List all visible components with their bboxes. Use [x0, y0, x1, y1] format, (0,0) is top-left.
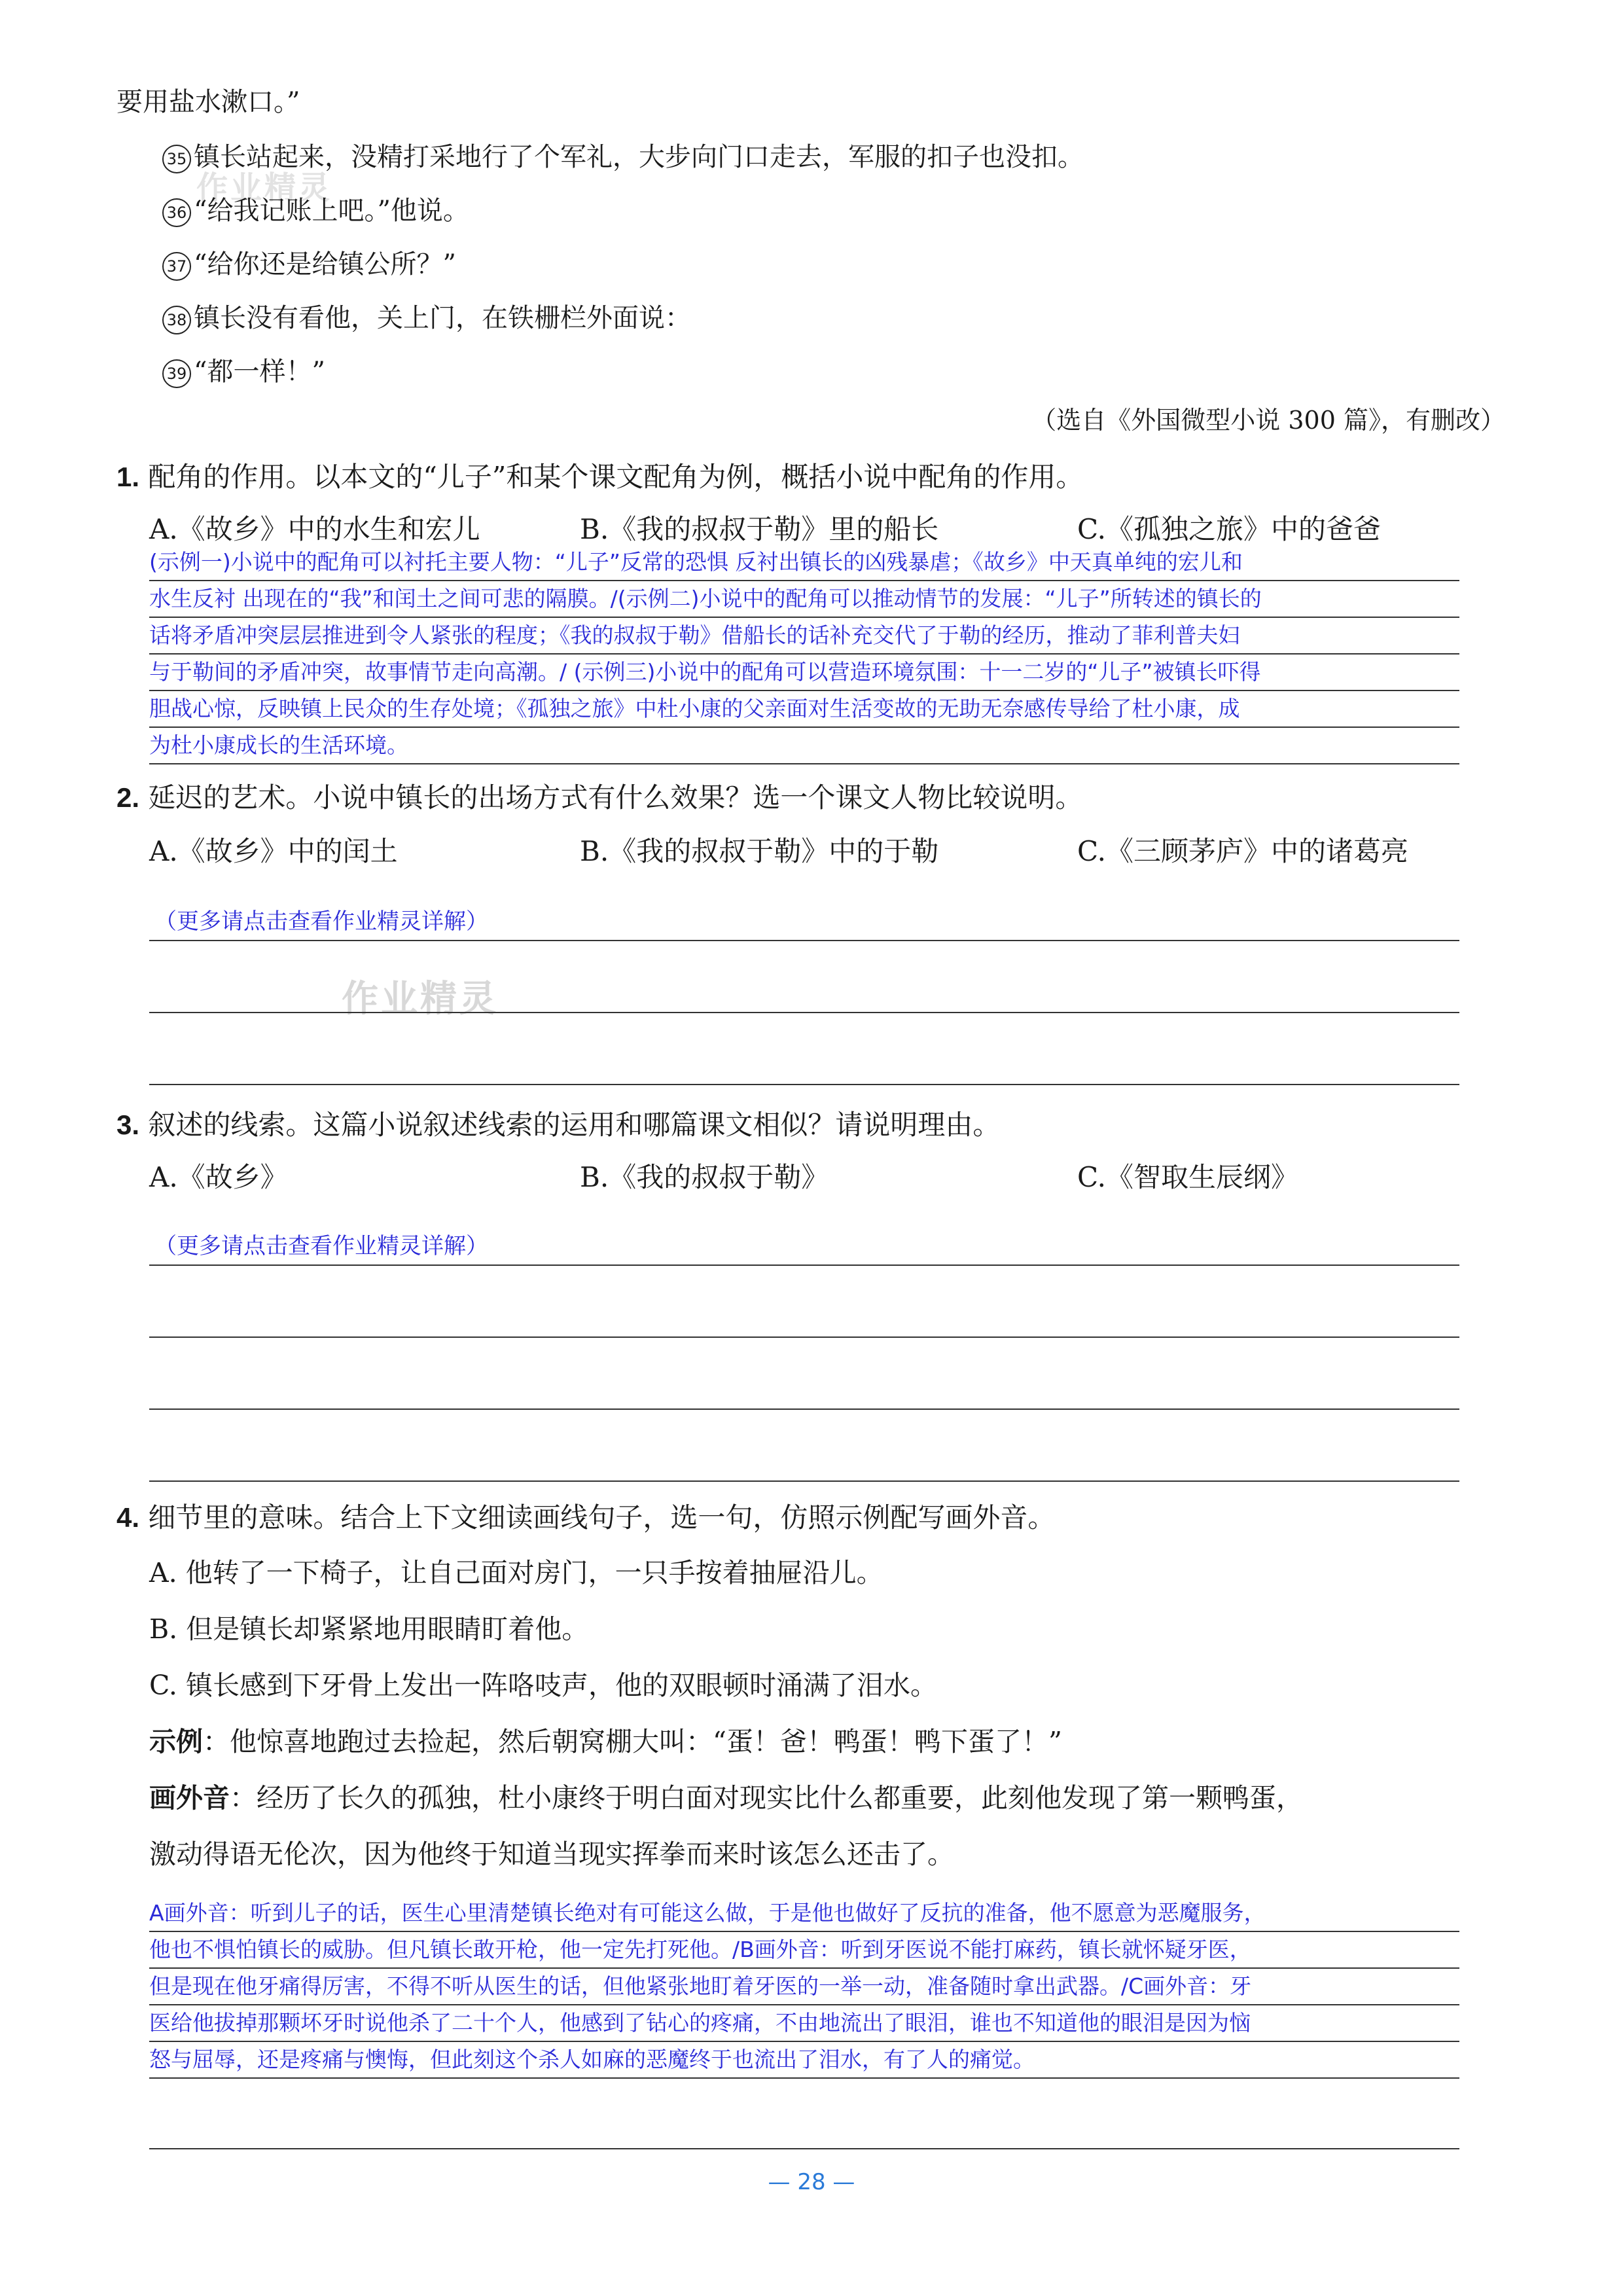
answer-rule	[149, 1408, 1459, 1410]
q1-option-b: B.《我的叔叔于勒》里的船长	[580, 513, 939, 545]
answer-line: 他也不惧怕镇长的威胁。但凡镇长敢开枪，他一定先打死他。/B画外音：听到牙医说不能打麻药，镇长就怀疑牙医，	[149, 1932, 1459, 1969]
answer-line: 为杜小康成长的生活环境。	[149, 728, 1459, 764]
watermark: 作业精灵	[196, 170, 333, 206]
q4-answer	[149, 1895, 1459, 2079]
q3-option-a: A.《故乡》	[149, 1161, 288, 1193]
answer-line: 但是现在他牙痛得厉害，不得不听从医生的话，但他紧张地盯着牙医的一举一动，准备随时拿出武器。/C画外音：牙	[149, 1969, 1459, 2005]
q1-answer	[149, 545, 1459, 764]
q4-option-a: A. 他转了一下椅子，让自己面对房门，一只手按着抽屉沿儿。	[149, 1557, 883, 1588]
q2-option-b: B.《我的叔叔于勒》中的于勒	[580, 835, 939, 867]
q2-option-a: A.《故乡》中的闰土	[149, 835, 398, 867]
q3-option-b: B.《我的叔叔于勒》	[580, 1161, 829, 1193]
q3-more-link[interactable]: （更多请点击查看作业精灵详解）	[154, 1233, 488, 1259]
story-paragraph-39: 39 “都一样！”	[162, 353, 325, 390]
story-paragraph-38: 38 镇长没有看他，关上门，在铁栅栏外面说：	[162, 300, 691, 336]
watermark: 作业精灵	[342, 978, 499, 1020]
answer-rule	[149, 1084, 1459, 1085]
answer-line: 水生反衬 出现在的“我”和闰土之间可悲的隔膜。/(示例二)小说中的配角可以推动情节的发展：“儿子”所转述的镇长的	[149, 581, 1459, 618]
answer-rule	[149, 1265, 1459, 1266]
question-3: 3. 叙述的线索。这篇小说叙述线索的运用和哪篇课文相似？请说明理由。	[116, 1109, 1001, 1141]
q3-option-c: C.《智取生辰纲》	[1077, 1161, 1298, 1193]
q4-voiceover-cont: 激动得语无伦次，因为他终于知道当现实挥拳而来时该怎么还击了。	[149, 1839, 954, 1870]
q1-option-c: C.《孤独之旅》中的爸爸	[1077, 513, 1381, 545]
answer-line: 话将矛盾冲突层层推进到令人紧张的程度；《我的叔叔于勒》借船长的话补充交代了于勒的经历，推动了菲利普夫妇	[149, 618, 1459, 655]
answer-line: 医给他拔掉那颗坏牙时说他杀了二十个人，他感到了钻心的疼痛，不由地流出了眼泪，谁也不知道他的眼泪是因为恼	[149, 2005, 1459, 2042]
answer-line: (示例一)小说中的配角可以衬托主要人物：“儿子”反常的恐惧 反衬出镇长的凶残暴虐；《故乡》中天真单纯的宏儿和	[149, 545, 1459, 581]
q4-example: 示例：他惊喜地跑过去捡起，然后朝窝棚大叫：“蛋！爸！鸭蛋！鸭下蛋了！”	[149, 1726, 1062, 1757]
source-citation: （选自《外国微型小说 300 篇》，有删改）	[1031, 406, 1505, 435]
answer-rule	[149, 2148, 1459, 2149]
answer-rule	[149, 940, 1459, 941]
answer-line: 怒与屈辱，还是疼痛与懊悔，但此刻这个杀人如麻的恶魔终于也流出了泪水，有了人的痛觉。	[149, 2042, 1459, 2079]
q4-voiceover: 画外音：经历了长久的孤独，杜小康终于明白面对现实比什么都重要，此刻他发现了第一颗鸭蛋，	[149, 1782, 1303, 1814]
answer-line: A画外音：听到儿子的话，医生心里清楚镇长绝对有可能这么做，于是他也做好了反抗的准备，他不愿意为恶魔服务，	[149, 1895, 1459, 1932]
q1-option-a: A.《故乡》中的水生和宏儿	[149, 513, 480, 545]
story-paragraph-35: 35 镇长站起来，没精打采地行了个军礼，大步向门口走去，军服的扣子也没扣。	[162, 139, 1084, 175]
story-paragraph-37: 37 “给你还是给镇公所？”	[162, 246, 456, 283]
q4-option-b: B. 但是镇长却紧紧地用眼睛盯着他。	[149, 1613, 589, 1645]
answer-line: 胆战心惊，反映镇上民众的生存处境；《孤独之旅》中杜小康的父亲面对生活变故的无助无奈感传导给了杜小康，成	[149, 691, 1459, 728]
answer-rule	[149, 1012, 1459, 1013]
q4-option-c: C. 镇长感到下牙骨上发出一阵咯吱声，他的双眼顿时涌满了泪水。	[149, 1670, 937, 1701]
answer-line: 与于勒间的矛盾冲突，故事情节走向高潮。/ (示例三)小说中的配角可以营造环境氛围：十一二岁的“儿子”被镇长吓得	[149, 655, 1459, 691]
page-number: — 28 —	[768, 2169, 855, 2195]
question-2: 2. 延迟的艺术。小说中镇长的出场方式有什么效果？选一个课文人物比较说明。	[116, 781, 1083, 814]
question-4: 4. 细节里的意味。结合上下文细读画线句子，选一句，仿照示例配写画外音。	[116, 1501, 1056, 1534]
q2-more-link[interactable]: （更多请点击查看作业精灵详解）	[154, 908, 488, 935]
answer-rule	[149, 1480, 1459, 1482]
answer-rule	[149, 1336, 1459, 1338]
story-paragraph-36: 36 “给我记账上吧。”他说。	[162, 192, 469, 229]
question-1: 1. 配角的作用。以本文的“儿子”和某个课文配角为例，概括小说中配角的作用。	[116, 461, 1084, 493]
q2-option-c: C.《三顾茅庐》中的诸葛亮	[1077, 835, 1408, 867]
story-line: 要用盐水漱口。”	[116, 87, 300, 117]
